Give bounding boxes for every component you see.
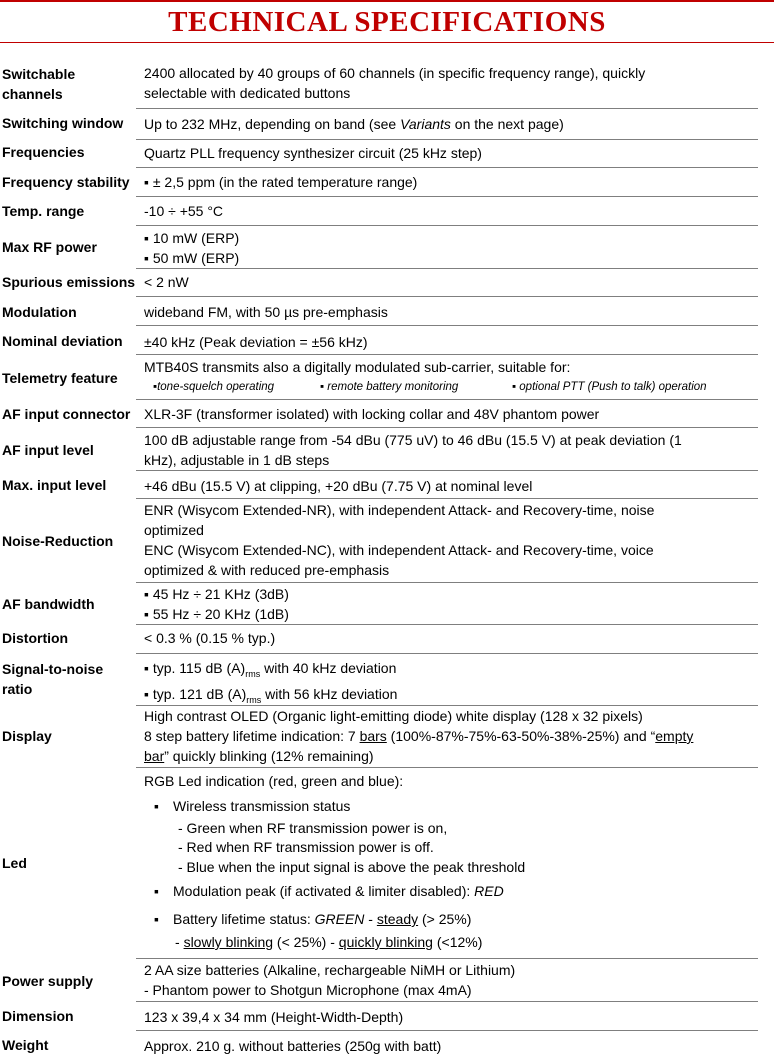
value-text: (100%-87%-75%-63-50%-38%-25%) and “ bbox=[386, 728, 656, 744]
led-battery-status bbox=[173, 909, 471, 929]
value-text: - bbox=[364, 911, 377, 927]
led-green: - Green when RF transmission power is on, bbox=[178, 820, 448, 836]
label-max-rf-power: Max RF power bbox=[2, 239, 97, 255]
value-noise-reduction bbox=[144, 500, 654, 580]
value-text: ▪ typ. 115 dB (A) bbox=[144, 660, 246, 676]
underlined-text: quickly blinking bbox=[338, 934, 433, 950]
value-line: kHz), adjustable in 1 dB steps bbox=[144, 452, 330, 468]
title-bar bbox=[0, 0, 774, 43]
label-telemetry-feature: Telemetry feature bbox=[2, 370, 118, 386]
value-signal-to-noise bbox=[144, 658, 397, 710]
value-distortion: < 0.3 % (0.15 % typ.) bbox=[144, 630, 276, 646]
list-item: ▪ 55 Hz ÷ 20 KHz (1dB) bbox=[144, 606, 289, 622]
value-line: ENR (Wisycom Extended-NR), with independent Attack- and Recovery-time, noise bbox=[144, 502, 655, 518]
value-text: ” quickly blinking (12% remaining) bbox=[164, 748, 374, 764]
value-text: (> 25%) bbox=[418, 911, 472, 927]
value-line: 2400 allocated by 40 groups of 60 channels (in specific frequency range), quickly bbox=[144, 65, 646, 81]
value-line: ENC (Wisycom Extended-NC), with independent Attack- and Recovery-time, voice bbox=[144, 542, 654, 558]
subscript: rms bbox=[246, 694, 262, 705]
row-separator bbox=[136, 498, 758, 499]
value-text: Battery lifetime status: bbox=[173, 911, 315, 927]
value-af-input-connector: XLR-3F (transformer isolated) with locking collar and 48V phantom power bbox=[144, 406, 600, 422]
row-separator bbox=[136, 196, 758, 197]
led-modulation-peak bbox=[173, 881, 504, 901]
bullet: ▪ bbox=[154, 883, 159, 899]
value-frequencies: Quartz PLL frequency synthesizer circuit (25 kHz step) bbox=[144, 145, 482, 161]
label-dimension: Dimension bbox=[2, 1008, 74, 1024]
value-line: 2 AA size batteries (Alkaline, rechargeable NiMH or Lithium) bbox=[144, 962, 516, 978]
label-noise-reduction: Noise-Reduction bbox=[2, 533, 114, 549]
list-item: ▪ 50 mW (ERP) bbox=[144, 250, 240, 266]
label-power-supply: Power supply bbox=[2, 973, 94, 989]
label-switching-window: Switching window bbox=[2, 115, 124, 131]
list-item: ▪ 45 Hz ÷ 21 KHz (3dB) bbox=[144, 586, 289, 602]
value-text: Up to 232 MHz, depending on band (see bbox=[144, 116, 401, 132]
italic-text: RED bbox=[474, 883, 504, 899]
value-text: 8 step battery lifetime indication: 7 bbox=[144, 728, 360, 744]
value-text: - bbox=[175, 934, 184, 950]
bullet: ▪ bbox=[154, 911, 159, 927]
label-af-input-level: AF input level bbox=[2, 442, 94, 458]
underlined-text: slowly blinking bbox=[183, 934, 274, 950]
value-af-bandwidth bbox=[144, 584, 289, 624]
row-separator bbox=[136, 427, 758, 428]
label-line: channels bbox=[2, 86, 63, 102]
label-line: Signal-to-noise bbox=[2, 661, 104, 677]
value-text: with 56 kHz deviation bbox=[261, 685, 398, 702]
row-separator bbox=[136, 1030, 758, 1031]
row-separator bbox=[136, 470, 758, 471]
value-led-intro: RGB Led indication (red, green and blue): bbox=[144, 773, 404, 789]
label-frequency-stability: Frequency stability bbox=[2, 174, 130, 190]
value-text: on the next page) bbox=[450, 116, 564, 132]
list-item: ▪ 10 mW (ERP) bbox=[144, 230, 240, 246]
value-weight: Approx. 210 g. without batteries (250g with batt) bbox=[144, 1038, 442, 1054]
value-line: 100 dB adjustable range from -54 dBu (775 uV) to 46 dBu (15.5 V) at peak deviation (1 bbox=[144, 432, 682, 448]
row-separator bbox=[136, 225, 758, 226]
row-separator bbox=[136, 958, 758, 959]
value-temp-range: -10 ÷ +55 °C bbox=[144, 203, 224, 219]
value-line: - Phantom power to Shotgun Microphone (max 4mA) bbox=[144, 982, 472, 998]
led-battery-blinking bbox=[175, 932, 482, 952]
value-display bbox=[144, 706, 693, 766]
row-separator bbox=[136, 399, 758, 400]
row-separator bbox=[136, 167, 758, 168]
row-separator bbox=[136, 108, 758, 109]
value-modulation: wideband FM, with 50 µs pre-emphasis bbox=[144, 304, 388, 320]
value-text: with 40 kHz deviation bbox=[260, 660, 397, 676]
underlined-text: empty bbox=[655, 728, 694, 744]
label-line: ratio bbox=[2, 681, 33, 697]
value-power-supply bbox=[144, 960, 515, 1000]
bullet: ▪ bbox=[154, 798, 159, 814]
value-spurious-emissions: < 2 nW bbox=[144, 274, 189, 290]
page-title: TECHNICAL SPECIFICATIONS bbox=[168, 6, 606, 38]
value-line: High contrast OLED (Organic light-emitting diode) white display (128 x 32 pixels) bbox=[144, 708, 643, 724]
subscript: rms bbox=[245, 668, 261, 679]
value-line: selectable with dedicated buttons bbox=[144, 85, 351, 101]
label-spurious-emissions: Spurious emissions bbox=[2, 274, 136, 290]
row-separator bbox=[136, 268, 758, 269]
telemetry-option-ptt: ▪ optional PTT (Push to talk) operation bbox=[512, 381, 707, 393]
label-distortion: Distortion bbox=[2, 630, 69, 646]
value-frequency-stability: ▪ ± 2,5 ppm (in the rated temperature range) bbox=[144, 174, 418, 190]
label-frequencies: Frequencies bbox=[2, 144, 85, 160]
row-separator bbox=[136, 139, 758, 140]
led-wireless-status: Wireless transmission status bbox=[173, 798, 351, 814]
value-nominal-deviation: ±40 kHz (Peak deviation = ±56 kHz) bbox=[144, 334, 368, 350]
italic-text: GREEN bbox=[314, 911, 365, 927]
value-text: (<12%) bbox=[432, 934, 483, 950]
value-line bbox=[144, 726, 693, 746]
value-text: (< 25%) - bbox=[273, 934, 339, 950]
row-separator bbox=[136, 325, 758, 326]
value-line bbox=[144, 746, 693, 766]
row-separator bbox=[136, 767, 758, 768]
row-separator bbox=[136, 296, 758, 297]
label-nominal-deviation: Nominal deviation bbox=[2, 333, 123, 349]
label-temp-range: Temp. range bbox=[2, 203, 85, 219]
underlined-text: bars bbox=[359, 728, 387, 744]
value-af-input-level bbox=[144, 430, 682, 470]
row-separator bbox=[136, 653, 758, 654]
value-max-input-level: +46 dBu (15.5 V) at clipping, +20 dBu (7.75 V) at nominal level bbox=[144, 478, 533, 494]
label-display: Display bbox=[2, 728, 52, 744]
label-af-input-connector: AF input connector bbox=[2, 406, 131, 422]
underlined-text: bar bbox=[144, 748, 165, 764]
list-item bbox=[144, 658, 397, 684]
value-dimension: 123 x 39,4 x 34 mm (Height-Width-Depth) bbox=[144, 1009, 404, 1025]
value-switchable-channels bbox=[144, 63, 645, 103]
label-line: Switchable bbox=[2, 66, 76, 82]
label-signal-to-noise bbox=[2, 659, 103, 699]
label-weight: Weight bbox=[2, 1037, 49, 1053]
telemetry-option-battery-monitoring: ▪ remote battery monitoring bbox=[320, 381, 459, 393]
led-blue: - Blue when the input signal is above the peak threshold bbox=[178, 859, 526, 875]
value-telemetry-line: MTB40S transmits also a digitally modulated sub-carrier, suitable for: bbox=[144, 359, 571, 375]
row-separator bbox=[136, 1001, 758, 1002]
telemetry-option-tone-squelch: ▪tone-squelch operating bbox=[153, 381, 275, 393]
value-text: Modulation peak (if activated & limiter disabled): bbox=[173, 883, 475, 899]
value-switching-window bbox=[144, 114, 564, 134]
row-separator bbox=[136, 354, 758, 355]
label-switchable-channels bbox=[2, 64, 75, 104]
label-modulation: Modulation bbox=[2, 304, 77, 320]
row-separator bbox=[136, 582, 758, 583]
value-max-rf-power bbox=[144, 228, 239, 268]
led-red: - Red when RF transmission power is off. bbox=[178, 839, 434, 855]
value-line: optimized & with reduced pre-emphasis bbox=[144, 562, 390, 578]
underlined-text: steady bbox=[376, 911, 419, 927]
label-led: Led bbox=[2, 855, 27, 871]
value-line: optimized bbox=[144, 522, 204, 538]
variants-reference: Variants bbox=[400, 116, 451, 132]
row-separator bbox=[136, 624, 758, 625]
label-af-bandwidth: AF bandwidth bbox=[2, 596, 95, 612]
value-text: ▪ typ. 121 dB (A) bbox=[144, 685, 247, 702]
label-max-input-level: Max. input level bbox=[2, 477, 107, 493]
